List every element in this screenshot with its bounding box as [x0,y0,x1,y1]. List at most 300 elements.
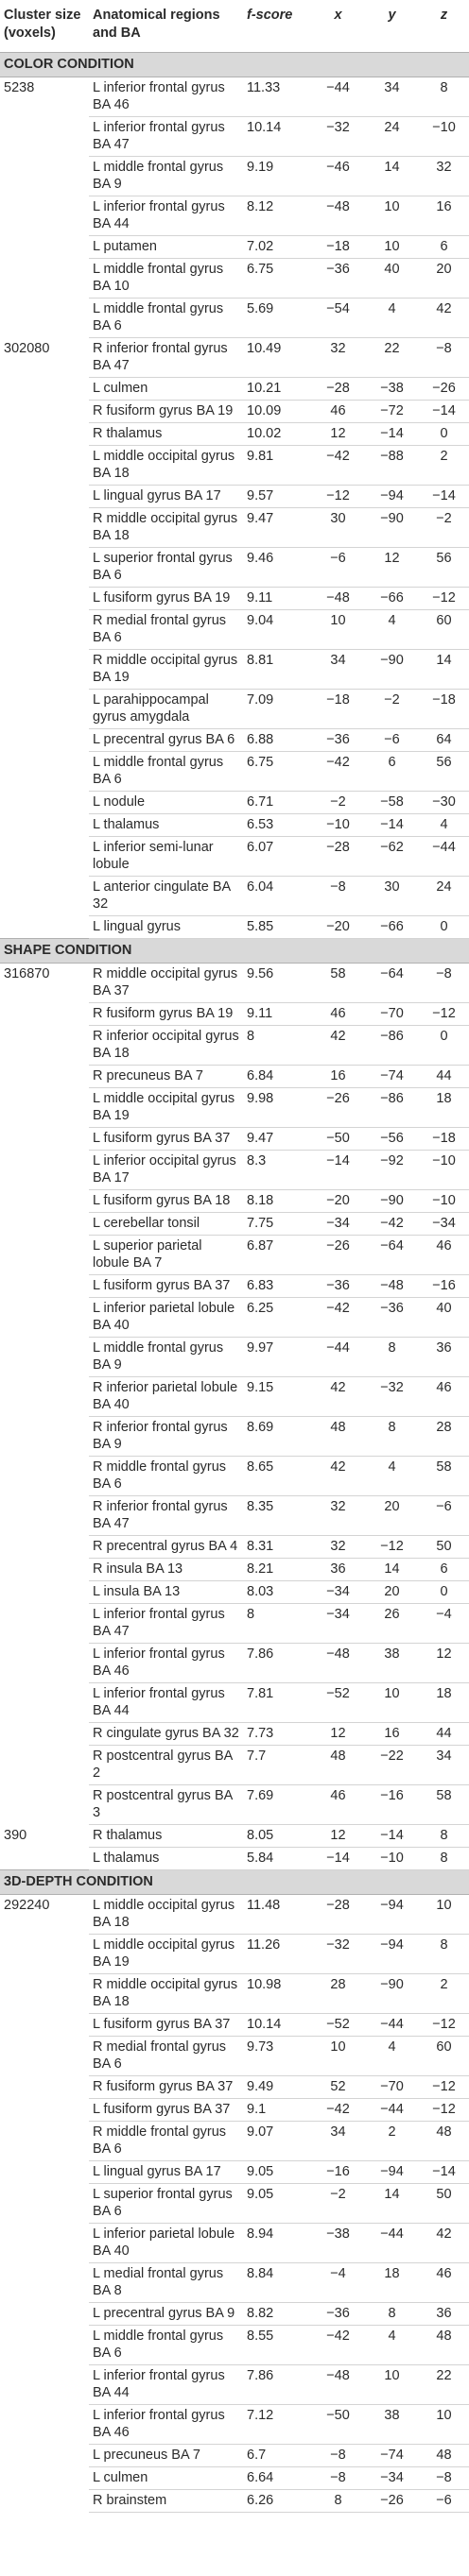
cell-cluster-size [0,1457,89,1496]
cell-cluster-size [0,378,89,401]
cell-x: 12 [311,1825,365,1848]
cell-y: 22 [365,338,419,378]
cell-anatomical-region: L superior frontal gyrus BA 6 [89,548,243,588]
cell-x: −46 [311,157,365,196]
cell-z: 14 [419,650,469,690]
cell-z: 8 [419,77,469,117]
cell-anatomical-region: R precentral gyrus BA 4 [89,1536,243,1559]
header-anatomical-region: Anatomical regions and BA [93,8,220,41]
cell-anatomical-region: L inferior frontal gyrus BA 46 [89,77,243,117]
cell-cluster-size [0,1581,89,1604]
cell-x: 32 [311,338,365,378]
cell-cluster-size [0,2365,89,2405]
cell-cluster-size [0,446,89,486]
cell-anatomical-region: L middle frontal gyrus BA 9 [89,157,243,196]
cell-anatomical-region: L inferior frontal gyrus BA 46 [89,1644,243,1683]
cell-z: −6 [419,1496,469,1536]
cell-z: 10 [419,1895,469,1935]
cell-f-score: 8.03 [243,1581,311,1604]
cell-f-score: 10.02 [243,423,311,446]
table-row [0,508,469,548]
header-y: y [388,8,396,23]
cell-cluster-size [0,1536,89,1559]
cell-cluster-size [0,401,89,423]
cell-f-score: 10.21 [243,378,311,401]
cell-y: −36 [365,1298,419,1338]
cell-cluster-size [0,1935,89,1974]
cell-z: 2 [419,1974,469,2014]
table-row [0,2099,469,2122]
cell-cluster-size [0,1338,89,1377]
cell-z: −14 [419,401,469,423]
cell-x: −18 [311,690,365,729]
cell-f-score: 7.12 [243,2405,311,2445]
table-body [0,53,469,2513]
table-row [0,610,469,650]
cell-f-score: 8.84 [243,2263,311,2303]
cell-f-score: 5.84 [243,1848,311,1870]
cell-y: 26 [365,1604,419,1644]
cell-anatomical-region: R brainstem [89,2490,243,2513]
cell-cluster-size [0,2184,89,2224]
cell-anatomical-region: L fusiform gyrus BA 37 [89,1128,243,1151]
table-row [0,1128,469,1151]
section-title: SHAPE CONDITION [0,939,469,964]
cell-anatomical-region: R middle occipital gyrus BA 37 [89,964,243,1003]
cell-x: −18 [311,236,365,259]
table-row [0,792,469,814]
cell-f-score: 9.98 [243,1088,311,1128]
cell-x: −48 [311,1644,365,1683]
cell-y: −94 [365,1895,419,1935]
cell-cluster-size [0,729,89,752]
cell-y: −34 [365,2467,419,2490]
cell-x: −34 [311,1581,365,1604]
cell-y: 10 [365,1683,419,1723]
table-row [0,259,469,299]
table-row [0,650,469,690]
cell-z: 46 [419,1377,469,1417]
cell-y: −66 [365,916,419,939]
table-row [0,690,469,729]
cell-f-score: 9.47 [243,508,311,548]
cell-y: 8 [365,2303,419,2326]
cell-anatomical-region: L anterior cingulate BA 32 [89,877,243,916]
cell-anatomical-region: R fusiform gyrus BA 19 [89,1003,243,1026]
cell-y: −38 [365,378,419,401]
cell-z: 6 [419,1559,469,1581]
cell-y: 2 [365,2122,419,2161]
cell-x: −12 [311,486,365,508]
cell-y: −14 [365,1825,419,1848]
cell-anatomical-region: L insula BA 13 [89,1581,243,1604]
table-row [0,1935,469,1974]
table-row [0,1644,469,1683]
cell-z: 36 [419,2303,469,2326]
cell-x: 16 [311,1066,365,1088]
section-title: 3D-DEPTH CONDITION [0,1870,469,1895]
table-row [0,117,469,157]
cell-x: −42 [311,752,365,792]
cell-z: −8 [419,338,469,378]
cell-f-score: 8.94 [243,2224,311,2263]
cell-z: 44 [419,1066,469,1088]
cell-f-score: 7.75 [243,1213,311,1236]
cell-x: 34 [311,2122,365,2161]
cell-z: −18 [419,1128,469,1151]
cell-anatomical-region: L precentral gyrus BA 6 [89,729,243,752]
cell-x: 10 [311,610,365,650]
table-row [0,1066,469,1088]
cell-cluster-size [0,916,89,939]
cell-z: −18 [419,690,469,729]
cell-anatomical-region: L middle frontal gyrus BA 6 [89,2326,243,2365]
cell-cluster-size [0,548,89,588]
cell-x: 10 [311,2037,365,2076]
table-row [0,378,469,401]
cell-f-score: 11.26 [243,1935,311,1974]
cell-cluster-size [0,259,89,299]
section-title: COLOR CONDITION [0,53,469,77]
cell-y: 10 [365,196,419,236]
cell-anatomical-region: L fusiform gyrus BA 37 [89,1275,243,1298]
cell-cluster-size [0,1848,89,1870]
cell-f-score: 7.09 [243,690,311,729]
cell-x: −14 [311,1151,365,1190]
cell-y: 34 [365,77,419,117]
cell-anatomical-region: L fusiform gyrus BA 37 [89,2099,243,2122]
cell-y: −74 [365,2445,419,2467]
cell-z: −44 [419,837,469,877]
cell-f-score: 6.87 [243,1236,311,1275]
cell-anatomical-region: R middle frontal gyrus BA 6 [89,1457,243,1496]
cell-z: 50 [419,2184,469,2224]
cell-z: 60 [419,610,469,650]
cell-f-score: 8 [243,1026,311,1066]
cell-anatomical-region: L inferior occipital gyrus BA 17 [89,1151,243,1190]
table-row [0,2076,469,2099]
cell-z: −8 [419,2467,469,2490]
cell-z: 48 [419,2122,469,2161]
cell-y: −94 [365,2161,419,2184]
cell-cluster-size [0,1974,89,2014]
cell-z: 16 [419,196,469,236]
table-row [0,2445,469,2467]
cell-x: −32 [311,117,365,157]
cell-x: 42 [311,1026,365,1066]
cell-anatomical-region: R middle occipital gyrus BA 18 [89,508,243,548]
cell-anatomical-region: L cerebellar tonsil [89,1213,243,1236]
cell-y: −70 [365,2076,419,2099]
cell-cluster-size [0,117,89,157]
table-row [0,1683,469,1723]
table-row [0,588,469,610]
section-header-row [0,939,469,964]
cell-z: 42 [419,299,469,338]
cell-anatomical-region: L middle frontal gyrus BA 6 [89,299,243,338]
cell-z: 58 [419,1785,469,1825]
table-row [0,2365,469,2405]
cell-z: 0 [419,1581,469,1604]
cell-y: 38 [365,2405,419,2445]
table-row [0,1457,469,1496]
cell-y: −70 [365,1003,419,1026]
cell-cluster-size [0,2467,89,2490]
cell-cluster-size [0,1213,89,1236]
cell-anatomical-region: L culmen [89,2467,243,2490]
cell-f-score: 6.75 [243,259,311,299]
cell-y: −90 [365,508,419,548]
cell-z: 42 [419,2224,469,2263]
table-row [0,2263,469,2303]
cell-cluster-size [0,610,89,650]
cell-anatomical-region: R inferior parietal lobule BA 40 [89,1377,243,1417]
cell-anatomical-region: L culmen [89,378,243,401]
cell-cluster-size [0,1236,89,1275]
cell-cluster-size [0,2014,89,2037]
cell-anatomical-region: L inferior frontal gyrus BA 47 [89,117,243,157]
table-row [0,1604,469,1644]
table-row [0,2326,469,2365]
table-row [0,1848,469,1870]
table-row [0,299,469,338]
table-row [0,1496,469,1536]
cell-cluster-size [0,1275,89,1298]
cell-z: −10 [419,1190,469,1213]
cell-anatomical-region: L middle frontal gyrus BA 10 [89,259,243,299]
cell-anatomical-region: L thalamus [89,814,243,837]
cell-x: −28 [311,378,365,401]
cell-anatomical-region: L fusiform gyrus BA 19 [89,588,243,610]
cell-x: −48 [311,2365,365,2405]
cell-z: −12 [419,2076,469,2099]
table-row [0,401,469,423]
cell-x: −20 [311,916,365,939]
cell-y: 20 [365,1496,419,1536]
cell-f-score: 9.07 [243,2122,311,2161]
cell-f-score: 10.09 [243,401,311,423]
table-row [0,1974,469,2014]
cell-anatomical-region: L precentral gyrus BA 9 [89,2303,243,2326]
cell-x: −48 [311,196,365,236]
cell-x: 48 [311,1417,365,1457]
table-row [0,1536,469,1559]
cell-anatomical-region: R middle occipital gyrus BA 18 [89,1974,243,2014]
cell-cluster-size [0,2161,89,2184]
cell-f-score: 7.7 [243,1746,311,1785]
cell-f-score: 10.14 [243,2014,311,2037]
header-f-score: f-score [247,8,293,23]
cell-cluster-size [0,1151,89,1190]
cell-anatomical-region: L inferior semi-lunar lobule [89,837,243,877]
table-row [0,1236,469,1275]
cell-anatomical-region: R inferior frontal gyrus BA 9 [89,1417,243,1457]
cell-x: 42 [311,1457,365,1496]
cell-y: −10 [365,1848,419,1870]
cell-z: 56 [419,752,469,792]
cell-cluster-size [0,2405,89,2445]
table-row [0,77,469,117]
cell-y: 10 [365,2365,419,2405]
cell-f-score: 10.14 [243,117,311,157]
cell-x: −4 [311,2263,365,2303]
cell-y: −92 [365,1151,419,1190]
cell-anatomical-region: R cingulate gyrus BA 32 [89,1723,243,1746]
cell-x: 46 [311,1003,365,1026]
cell-x: −36 [311,1275,365,1298]
cell-x: −2 [311,2184,365,2224]
table-row [0,486,469,508]
cell-x: −42 [311,2099,365,2122]
cell-x: −36 [311,2303,365,2326]
cell-f-score: 8 [243,1604,311,1644]
cell-z: −12 [419,2014,469,2037]
cell-y: 38 [365,1644,419,1683]
cell-anatomical-region: L lingual gyrus BA 17 [89,2161,243,2184]
cell-y: −74 [365,1066,419,1088]
cell-y: −90 [365,650,419,690]
cell-cluster-size [0,690,89,729]
cell-anatomical-region: L fusiform gyrus BA 37 [89,2014,243,2037]
cell-cluster-size [0,1066,89,1088]
cell-x: −44 [311,1338,365,1377]
table-row [0,2224,469,2263]
cell-z: −14 [419,486,469,508]
cell-x: 42 [311,1377,365,1417]
cell-y: 14 [365,2184,419,2224]
table-row [0,2303,469,2326]
table-row [0,1895,469,1935]
cell-anatomical-region: R postcentral gyrus BA 3 [89,1785,243,1825]
cell-x: −34 [311,1213,365,1236]
cell-z: 4 [419,814,469,837]
cell-x: −26 [311,1088,365,1128]
table-row [0,1338,469,1377]
cell-z: 6 [419,236,469,259]
cell-y: 40 [365,259,419,299]
table-row [0,1275,469,1298]
cell-z: 8 [419,1825,469,1848]
cell-y: −22 [365,1746,419,1785]
table-row [0,2037,469,2076]
cell-anatomical-region: L parahippocampal gyrus amygdala [89,690,243,729]
table-row [0,157,469,196]
cell-x: −36 [311,259,365,299]
cell-x: −20 [311,1190,365,1213]
cell-f-score: 9.73 [243,2037,311,2076]
cell-cluster-size [0,1377,89,1417]
table-row [0,338,469,378]
cell-f-score: 8.21 [243,1559,311,1581]
table-row [0,2122,469,2161]
table-row [0,2184,469,2224]
cell-x: −44 [311,77,365,117]
cell-z: 58 [419,1457,469,1496]
cell-x: −14 [311,1848,365,1870]
cell-anatomical-region: L inferior frontal gyrus BA 44 [89,1683,243,1723]
cell-y: −94 [365,1935,419,1974]
cell-x: −42 [311,2326,365,2365]
cell-f-score: 6.84 [243,1066,311,1088]
cell-y: 4 [365,610,419,650]
cell-y: −86 [365,1026,419,1066]
cell-anatomical-region: R inferior occipital gyrus BA 18 [89,1026,243,1066]
cell-cluster-size [0,1088,89,1128]
cell-cluster-size [0,1746,89,1785]
table-row [0,1190,469,1213]
cell-y: −12 [365,1536,419,1559]
cell-f-score: 10.98 [243,1974,311,2014]
cell-x: −54 [311,299,365,338]
table-row [0,1581,469,1604]
table-row [0,2014,469,2037]
cell-f-score: 6.07 [243,837,311,877]
cell-y: 20 [365,1581,419,1604]
cell-z: 46 [419,2263,469,2303]
cell-y: 4 [365,2037,419,2076]
cell-x: 46 [311,401,365,423]
cell-f-score: 8.55 [243,2326,311,2365]
cell-x: −16 [311,2161,365,2184]
cell-f-score: 6.7 [243,2445,311,2467]
table-row [0,446,469,486]
cell-z: −12 [419,1003,469,1026]
cell-x: −38 [311,2224,365,2263]
cell-x: −6 [311,548,365,588]
cell-f-score: 9.47 [243,1128,311,1151]
cell-z: 64 [419,729,469,752]
cell-cluster-size [0,2076,89,2099]
cell-anatomical-region: R medial frontal gyrus BA 6 [89,2037,243,2076]
cell-anatomical-region: R middle frontal gyrus BA 6 [89,2122,243,2161]
table-row [0,964,469,1003]
table-row [0,1088,469,1128]
cell-x: 48 [311,1746,365,1785]
cell-f-score: 8.35 [243,1496,311,1536]
cell-z: 22 [419,2365,469,2405]
cell-f-score: 8.81 [243,650,311,690]
cell-y: −6 [365,729,419,752]
cell-z: −10 [419,117,469,157]
table-row [0,2490,469,2513]
cell-z: −6 [419,2490,469,2513]
cell-y: 14 [365,157,419,196]
cell-f-score: 8.12 [243,196,311,236]
table-row [0,916,469,939]
cell-f-score: 8.69 [243,1417,311,1457]
cell-x: 32 [311,1536,365,1559]
cell-y: −90 [365,1190,419,1213]
cell-anatomical-region: R fusiform gyrus BA 19 [89,401,243,423]
cell-cluster-size: 316870 [4,966,50,981]
cell-anatomical-region: R precuneus BA 7 [89,1066,243,1088]
cell-f-score: 6.71 [243,792,311,814]
cell-f-score: 5.69 [243,299,311,338]
header-cluster-size: Cluster size (voxels) [4,8,81,41]
cell-f-score: 9.05 [243,2184,311,2224]
cell-x: 30 [311,508,365,548]
table-row [0,2405,469,2445]
cell-anatomical-region: L thalamus [89,1848,243,1870]
cell-z: −8 [419,964,469,1003]
cell-anatomical-region: L putamen [89,236,243,259]
header-z: z [440,8,448,23]
cell-z: 50 [419,1536,469,1559]
cell-x: −48 [311,588,365,610]
cell-f-score: 6.04 [243,877,311,916]
cell-f-score: 6.26 [243,2490,311,2513]
table-row [0,423,469,446]
